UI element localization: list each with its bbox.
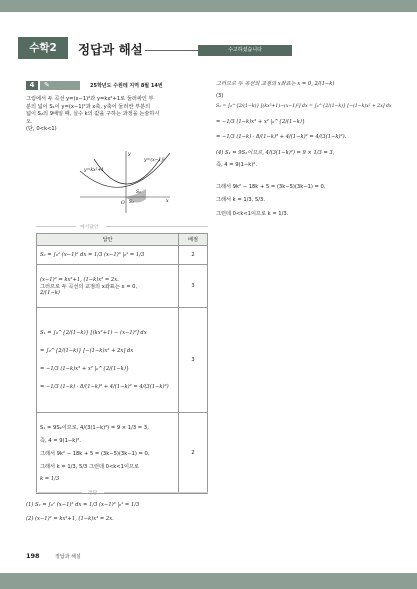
curve2-label: y=(x−1)² [144, 158, 165, 163]
problem-number: 4 [26, 81, 38, 90]
section-rule [36, 226, 76, 227]
section-rule [106, 226, 208, 227]
score-cell: 2 [179, 246, 208, 265]
problem-text [26, 96, 204, 134]
table-row [37, 308, 208, 413]
score-cell: 3 [179, 308, 208, 413]
curve1-label: y=kx²+1 [84, 168, 105, 173]
answer-line: 그래서 9k² − 18k + 5 = (3k−5)(3k−1) = 0, [40, 451, 150, 457]
solution-line: 그러므로 두 곡선의 교점의 x좌표는 x = 0, 2/(1−k) [216, 81, 335, 87]
solution-line: (3) [216, 92, 224, 99]
answer-line: S₁ = ∫₀^{2/(1−k)} [(kx²+1) − (x−1)²] dx [40, 330, 147, 336]
region2-label: S₂ [129, 200, 134, 205]
right-column [216, 81, 396, 218]
answer-line: k = 1/3 [40, 476, 60, 482]
table-header: 배점 [179, 234, 208, 246]
solution-line: 그런데 0<k<1이므로 k = 1/3. [216, 210, 289, 217]
header-tag: 수고하셨습니다 [198, 45, 292, 56]
answer-line: (1) S₂ = ∫₀¹ (x−1)² dx = 1/3 (x−1)³ |₀¹ = 1/3 [26, 502, 140, 508]
header [0, 37, 417, 59]
answer-section [26, 502, 204, 523]
xaxis-label: x [166, 199, 169, 204]
answer-line: S₁ = 9S₂이므로, 4/(3(1−k)²) = 9 × 1/3 = 3, [40, 425, 149, 431]
answer-line: S₂ = ∫₀¹ (x−1)² dx = 1/3 (x−1)³ |₀¹ = 1/3 [40, 252, 145, 258]
table-row [37, 413, 208, 494]
problem-line: (단, 0<k<1) [26, 126, 57, 132]
table-row [37, 265, 208, 308]
solution-line: S₁ = ∫₀^{2/(1−k)} [(kx²+1)−(x−1)²] dx = ∫₀^{2/(1−k)} [−(1−k)x² + 2x] dx [216, 104, 392, 109]
answer-line: 즉, 4 = 9(1−k)². [40, 438, 81, 444]
table-header: 답안 [37, 234, 179, 246]
page-title: 정답과 해설 [78, 42, 143, 57]
subject-badge: 수학2 [18, 37, 68, 59]
yaxis-label: y [128, 152, 131, 157]
problem-bar [26, 81, 204, 90]
solution-line: = −1/3 (1−k)x³ + x² |₀^{2/(1−k)} [216, 118, 306, 125]
answer-line: 2/(1−k) [40, 289, 60, 296]
table-row [37, 246, 208, 265]
score-cell: 3 [179, 265, 208, 308]
region1-label: S₁ [136, 190, 141, 195]
answer-line: 그래서 k = 1/3, 5/3 그런데 0<k<1이므로 [40, 464, 139, 470]
footer-label: 정답과 해설 [55, 554, 81, 560]
solution-line: 즉, 4 = 9(1−k)². [216, 162, 257, 168]
answer-line: (2) (x−1)² = kx²+1, (1−k)x² = 2x. [26, 515, 114, 522]
solution-line: 그래서 k = 1/3, 5/3. [216, 197, 265, 203]
section-rule [36, 492, 82, 493]
answer-line: = ∫₀^{2/(1−k)} [−(1−k)x² + 2x] dx [40, 348, 134, 354]
title-divider [145, 50, 205, 51]
footer-band [0, 573, 417, 589]
section-rule [104, 492, 208, 493]
problem-info: 25학년도 수원테 지역 8월 14번 [90, 83, 163, 89]
page-number: 198 [26, 552, 40, 560]
answer-table [36, 233, 208, 494]
score-cell: 2 [179, 413, 208, 494]
top-band [0, 0, 417, 12]
answer-line: 그러므로 두 곡선의 교점의 x좌표는 x = 0, [40, 283, 138, 290]
problem-graph [74, 149, 172, 215]
problem-line: 분의 넓이 S₁이 y=(x−1)²과 x축, y축이 둘러싼 부분의 [26, 103, 151, 110]
problem-line: 넓이 S₂의 9배일 때, 실수 k의 값을 구하는 과정을 논술하시 [26, 111, 160, 117]
solution-line: = −1/3 (1−k) · 8/(1−k)³ + 4/(1−k)² = 4/(3(1−k)²). [216, 134, 347, 140]
problem-line: 그림에서 두 곡선 y=(x−1)²과 y=kx²+1로 둘러싸인 부 [26, 96, 154, 102]
answer-line: (x−1)² = kx²+1, (1−k)x² = 2x. [40, 276, 119, 283]
solution-line: 그래서 9k² − 18k + 5 = (3k−5)(3k−1) = 0, [216, 183, 326, 190]
section-example-label: 예시답안 [80, 225, 99, 230]
solution-line: (4) S₁ = 9S₂이므로, 4/(3(1−k)²) = 9 × 1/3 = 3, [216, 149, 335, 156]
answer-line: = −1/3 (1−k)x³ + x² |₀^{2/(1−k)} [40, 366, 130, 372]
origin-label: O [121, 201, 125, 206]
wrench-icon: ✎ [40, 81, 80, 90]
answer-line: = −1/3 (1−k) · 8/(1−k)³ + 4/(1−k)² = 4/(3(1−k)²) [40, 384, 169, 390]
problem-line: 오. [26, 118, 33, 125]
section-answer-label: 정답 [88, 491, 98, 496]
